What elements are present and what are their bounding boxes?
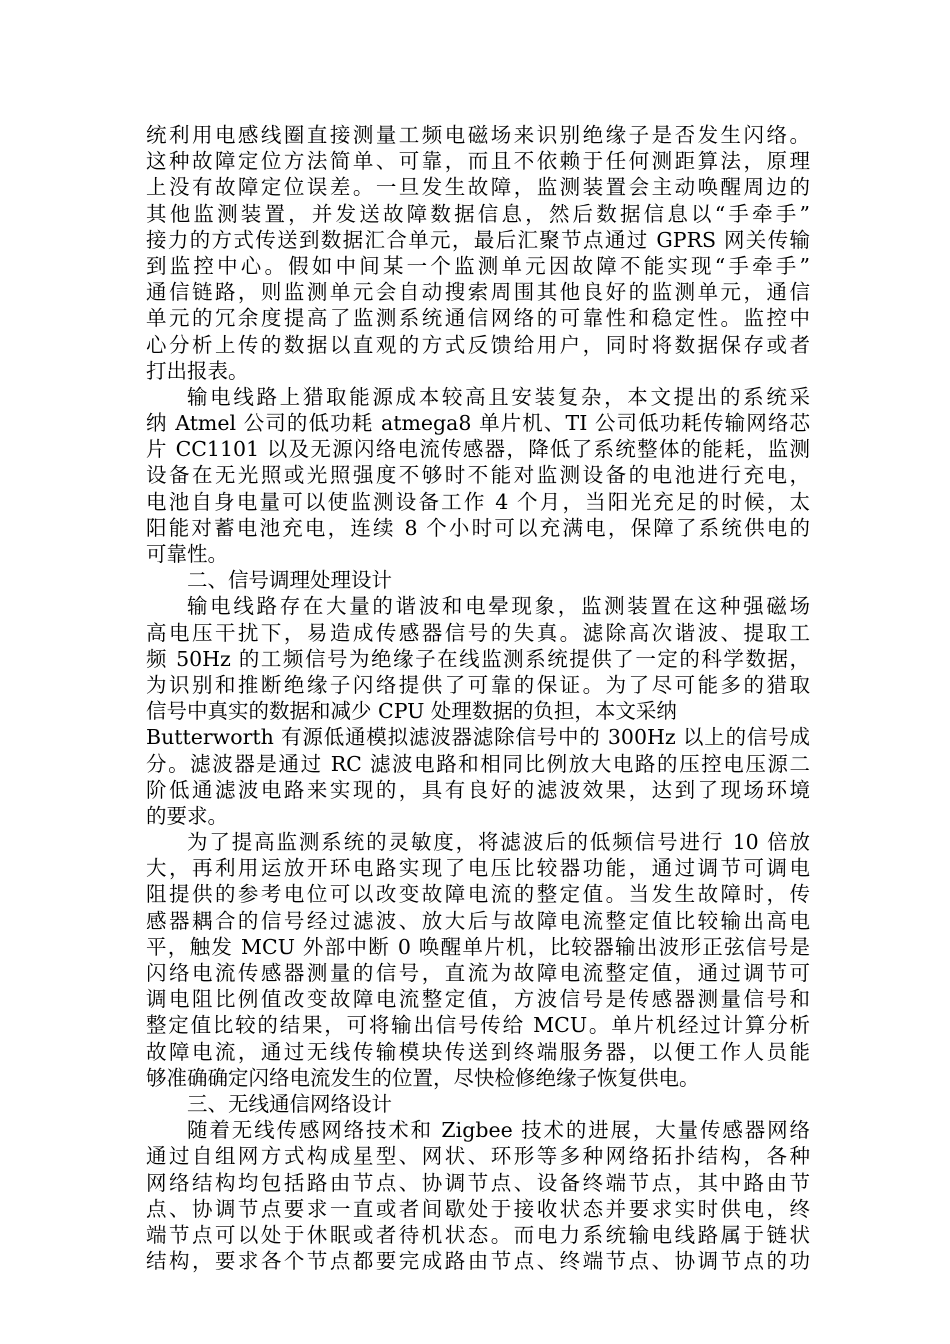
text-line: 可靠性。 <box>146 542 228 566</box>
text-line: 够准确确定闪络电流发生的位置，尽快检修绝缘子恢复供电。 <box>146 1065 700 1090</box>
document-page <box>146 122 810 1274</box>
text-line: 心分析上传的数据以直观的方式反馈给用户，同时将数据保存或者 <box>146 332 810 357</box>
text-line: 片 CC1101 以及无源闪络电流传感器，降低了系统整体的能耗，监测 <box>146 437 810 462</box>
text-line: 输电线路上猎取能源成本较高且安装复杂，本文提出的系统采 <box>187 384 810 409</box>
text-line: 高电压干扰下，易造成传感器信号的失真。滤除高次谐波、提取工 <box>146 620 810 645</box>
text-line: 这种故障定位方法简单、可靠，而且不依赖于任何测距算法，原理 <box>146 149 810 174</box>
text-line: 单元的冗余度提高了监测系统通信网络的可靠性和稳定性。监控中 <box>146 306 810 331</box>
text-line: 分。滤波器是通过 RC 滤波电路和相同比例放大电路的压控电压源二 <box>146 751 810 776</box>
text-line: 为了提高监测系统的灵敏度，将滤波后的低频信号进行 10 倍放 <box>187 830 810 855</box>
text-line: 通信链路，则监测单元会自动搜索周围其他良好的监测单元，通信 <box>146 280 810 305</box>
text-line: 打出报表。 <box>146 358 249 383</box>
text-line: 端节点可以处于休眠或者待机状态。而电力系统输电线路属于链状 <box>146 1222 810 1247</box>
text-line: 频 50Hz 的工频信号为绝缘子在线监测系统提供了一定的科学数据， <box>146 646 810 671</box>
text-line: 设备在无光照或光照强度不够时不能对监测设备的电池进行充电， <box>146 463 810 488</box>
text-line: 到监控中心。假如中间某一个监测单元因故障不能实现“手牵手” <box>146 253 810 278</box>
text-line: 整定值比较的结果，可将输出信号传给 MCU。单片机经过计算分析 <box>146 1013 810 1038</box>
text-line: 阻提供的参考电位可以改变故障电流的整定值。当发生故障时，传 <box>146 882 810 907</box>
text-line: 点、协调节点要求一直或者间歇处于接收状态并要求实时供电，终 <box>146 1196 810 1221</box>
text-line: 故障电流，通过无线传输模块传送到终端服务器，以便工作人员能 <box>146 1039 810 1064</box>
text-line: 统利用电感线圈直接测量工频电磁场来识别绝缘子是否发生闪络。 <box>146 123 810 147</box>
text-line: 二、信号调理处理设计 <box>187 568 392 593</box>
text-line: 网络结构均包括路由节点、协调节点、设备终端节点，其中路由节 <box>146 1170 810 1195</box>
text-line: 电池自身电量可以使监测设备工作 4 个月，当阳光充足的时候，太 <box>146 489 810 514</box>
text-line: 阶低通滤波电路来实现的，具有良好的滤波效果，达到了现场环境 <box>146 777 810 802</box>
text-line: 上没有故障定位误差。一旦发生故障，监测装置会主动唤醒周边的 <box>146 175 810 200</box>
text-line: 纳 Atmel 公司的低功耗 atmega8 单片机、TI 公司低功耗传输网络芯 <box>146 411 810 436</box>
text-line: 调电阻比例值改变故障电流整定值，方波信号是传感器测量信号和 <box>146 987 810 1012</box>
text-line: 信号中真实的数据和减少 CPU 处理数据的负担，本文采纳 <box>146 699 677 724</box>
text-line: 通过自组网方式构成星型、网状、环形等多种网络拓扑结构，各种 <box>146 1144 810 1169</box>
text-line: Butterworth 有源低通模拟滤波器滤除信号中的 300Hz 以上的信号成 <box>146 725 810 750</box>
text-line: 闪络电流传感器测量的信号，直流为故障电流整定值，通过调节可 <box>146 961 810 985</box>
text-line: 大，再利用运放开环电路实现了电压比较器功能，通过调节可调电 <box>146 856 810 881</box>
text-line: 三、无线通信网络设计 <box>187 1091 392 1116</box>
text-line: 的要求。 <box>146 803 228 828</box>
text-line: 感器耦合的信号经过滤波、放大后与故障电流整定值比较输出高电 <box>146 908 810 933</box>
text-line: 平，触发 MCU 外部中断 0 唤醒单片机，比较器输出波形正弦信号是 <box>146 934 810 959</box>
text-line: 为识别和推断绝缘子闪络提供了可靠的保证。为了尽可能多的猎取 <box>146 672 810 697</box>
text-line: 其他监测装置，并发送故障数据信息，然后数据信息以“手牵手” <box>146 201 810 226</box>
text-line: 随着无线传感网络技术和 Zigbee 技术的进展，大量传感器网络 <box>187 1118 810 1143</box>
text-line: 结构，要求各个节点都要完成路由节点、终端节点、协调节点的功 <box>146 1249 810 1274</box>
text-line: 接力的方式传送到数据汇合单元，最后汇聚节点通过 GPRS 网关传输 <box>146 227 810 252</box>
text-line: 阳能对蓄电池充电，连续 8 个小时可以充满电，保障了系统供电的 <box>146 515 810 540</box>
text-line: 输电线路存在大量的谐波和电晕现象，监测装置在这种强磁场 <box>187 594 810 619</box>
